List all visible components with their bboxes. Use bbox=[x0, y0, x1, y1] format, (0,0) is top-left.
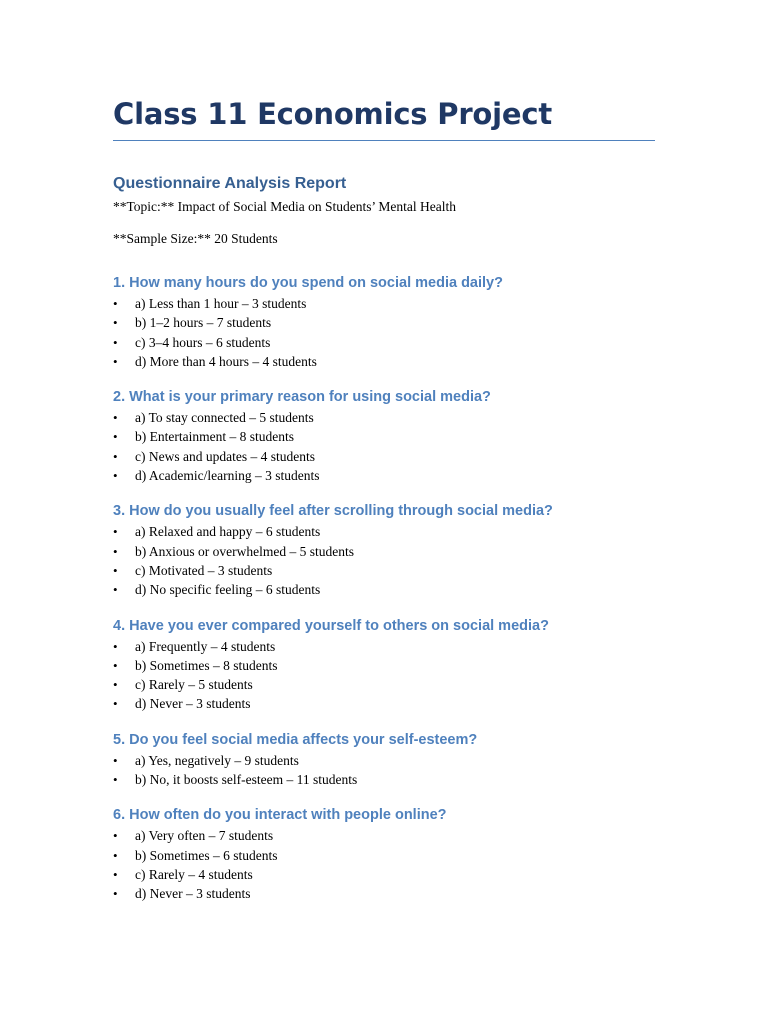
option-text: a) Yes, negatively – 9 students bbox=[135, 752, 299, 768]
option-text: d) No specific feeling – 6 students bbox=[135, 582, 321, 598]
bullet-icon: • bbox=[113, 543, 118, 559]
bullet-icon: • bbox=[113, 886, 118, 902]
list-item bbox=[113, 846, 655, 865]
list-item bbox=[113, 637, 655, 656]
list-item bbox=[113, 751, 655, 770]
list-item bbox=[113, 675, 655, 694]
list-item bbox=[113, 542, 655, 561]
list-item bbox=[113, 447, 655, 466]
list-item bbox=[113, 884, 655, 903]
topic-line: **Topic:** Impact of Social Media on Students’ Mental Health bbox=[113, 199, 456, 214]
option-text: c) Motivated – 3 students bbox=[135, 562, 273, 578]
list-item bbox=[113, 865, 655, 884]
list-item bbox=[113, 826, 655, 845]
list-item bbox=[113, 427, 655, 446]
bullet-icon: • bbox=[113, 429, 118, 445]
option-text: d) More than 4 hours – 4 students bbox=[135, 353, 317, 369]
option-text: d) Never – 3 students bbox=[135, 886, 251, 902]
options-list bbox=[113, 522, 655, 599]
list-item bbox=[113, 408, 655, 427]
bullet-icon: • bbox=[113, 315, 118, 331]
questions-list bbox=[113, 273, 655, 904]
list-item bbox=[113, 522, 655, 541]
option-text: b) 1–2 hours – 7 students bbox=[135, 315, 272, 331]
options-list bbox=[113, 408, 655, 485]
bullet-icon: • bbox=[113, 638, 118, 654]
bullet-icon: • bbox=[113, 866, 118, 882]
option-text: a) Relaxed and happy – 6 students bbox=[135, 524, 321, 540]
list-item bbox=[113, 313, 655, 332]
bullet-icon: • bbox=[113, 468, 118, 484]
question-block bbox=[113, 387, 655, 485]
list-item bbox=[113, 466, 655, 485]
bullet-icon: • bbox=[113, 296, 118, 311]
bullet-icon: • bbox=[113, 847, 118, 863]
options-list bbox=[113, 294, 655, 371]
bullet-icon: • bbox=[113, 828, 118, 844]
sample-size-line: **Sample Size:** 20 Students bbox=[113, 231, 278, 246]
question-block bbox=[113, 730, 655, 790]
question-heading: 2. What is your primary reason for using social media? bbox=[113, 389, 491, 406]
list-item bbox=[113, 770, 655, 789]
question-block bbox=[113, 805, 655, 903]
bullet-icon: • bbox=[113, 334, 118, 350]
page-title: Class 11 Economics Project bbox=[113, 96, 655, 141]
option-text: b) Sometimes – 6 students bbox=[135, 847, 278, 863]
question-heading: 3. How do you usually feel after scrolling through social media? bbox=[113, 503, 553, 520]
list-item bbox=[113, 333, 655, 352]
option-text: d) Academic/learning – 3 students bbox=[135, 468, 320, 484]
list-item bbox=[113, 561, 655, 580]
options-list bbox=[113, 751, 655, 790]
bullet-icon: • bbox=[113, 696, 118, 712]
document-page bbox=[113, 96, 655, 904]
bullet-icon: • bbox=[113, 562, 118, 578]
option-text: b) Sometimes – 8 students bbox=[135, 657, 278, 673]
question-block bbox=[113, 616, 655, 714]
question-heading: 4. Have you ever compared yourself to others on social media? bbox=[113, 617, 549, 634]
bullet-icon: • bbox=[113, 410, 118, 426]
question-block bbox=[113, 501, 655, 599]
option-text: c) Rarely – 4 students bbox=[135, 866, 253, 882]
list-item bbox=[113, 580, 655, 599]
option-text: a) Less than 1 hour – 3 students bbox=[135, 296, 307, 311]
list-item bbox=[113, 694, 655, 713]
question-heading: 6. How often do you interact with people online? bbox=[113, 807, 447, 824]
question-heading: 5. Do you feel social media affects your self-esteem? bbox=[113, 731, 478, 748]
option-text: c) Rarely – 5 students bbox=[135, 677, 253, 693]
list-item bbox=[113, 656, 655, 675]
option-text: d) Never – 3 students bbox=[135, 696, 251, 712]
report-heading: Questionnaire Analysis Report bbox=[113, 175, 347, 192]
option-text: b) Entertainment – 8 students bbox=[135, 429, 294, 445]
bullet-icon: • bbox=[113, 524, 118, 540]
bullet-icon: • bbox=[113, 353, 118, 369]
question-block bbox=[113, 273, 655, 371]
option-text: c) 3–4 hours – 6 students bbox=[135, 334, 271, 350]
option-text: c) News and updates – 4 students bbox=[135, 448, 315, 464]
option-text: b) Anxious or overwhelmed – 5 students bbox=[135, 543, 354, 559]
option-text: b) No, it boosts self-esteem – 11 students bbox=[135, 772, 358, 788]
bullet-icon: • bbox=[113, 448, 118, 464]
list-item bbox=[113, 294, 655, 313]
bullet-icon: • bbox=[113, 582, 118, 598]
bullet-icon: • bbox=[113, 752, 118, 768]
option-text: a) Frequently – 4 students bbox=[135, 638, 276, 654]
option-text: a) To stay connected – 5 students bbox=[135, 410, 314, 426]
options-list bbox=[113, 637, 655, 714]
options-list bbox=[113, 826, 655, 903]
option-text: a) Very often – 7 students bbox=[135, 828, 274, 844]
list-item bbox=[113, 352, 655, 371]
bullet-icon: • bbox=[113, 677, 118, 693]
bullet-icon: • bbox=[113, 657, 118, 673]
bullet-icon: • bbox=[113, 772, 118, 788]
question-heading: 1. How many hours do you spend on social media daily? bbox=[113, 275, 503, 291]
